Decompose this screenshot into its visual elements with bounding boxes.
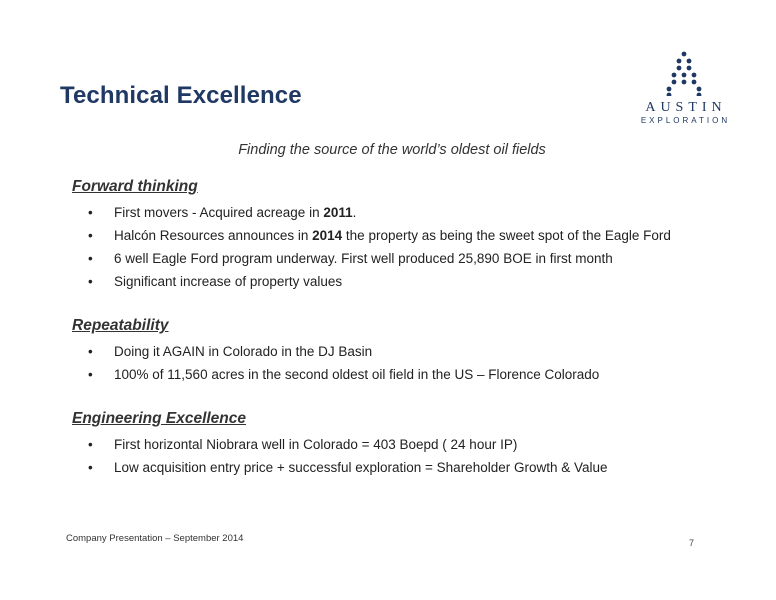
bullet-text: Halcón Resources announces in (114, 228, 313, 243)
bullet-icon: • (88, 367, 93, 382)
list-item (88, 433, 608, 456)
bullet-icon: • (88, 274, 93, 289)
logo-dots-icon (664, 50, 704, 96)
bullet-icon: • (88, 344, 93, 359)
footer-text: Company Presentation – September 2014 (66, 533, 244, 544)
list-item (88, 247, 671, 270)
page-number: 7 (689, 538, 695, 548)
list-item (88, 340, 599, 363)
bullet-list-forward-thinking (88, 201, 671, 293)
bullet-icon: • (88, 460, 93, 475)
section-heading-repeatability: Repeatability (72, 317, 169, 334)
bullet-icon: • (88, 228, 93, 243)
logo-name: AUSTIN (645, 100, 727, 115)
bullet-text: First horizontal Niobrara well in Colorado = 403 Boepd ( 24 hour IP) (114, 437, 518, 452)
company-logo (634, 50, 734, 130)
list-item (88, 270, 671, 293)
list-item (88, 224, 671, 247)
bullet-icon: • (88, 205, 93, 220)
section-heading-engineering-excellence: Engineering Excellence (72, 410, 247, 427)
bullet-text: Low acquisition entry price + successful exploration = Shareholder Growth & Value (114, 460, 608, 475)
bullet-icon: • (88, 251, 93, 266)
list-item (88, 201, 671, 224)
bullet-list-repeatability (88, 340, 599, 386)
slide-subtitle: Finding the source of the world’s oldest oil fields (238, 142, 546, 158)
page-title: Technical Excellence (60, 82, 302, 109)
bullet-list-engineering-excellence (88, 433, 608, 479)
bullet-text: . (352, 205, 357, 220)
bullet-text: First movers - Acquired acreage in (114, 205, 324, 220)
bullet-icon: • (88, 437, 93, 452)
section-heading-forward-thinking: Forward thinking (72, 178, 198, 195)
bullet-text: the property as being the sweet spot of the Eagle Ford (342, 228, 671, 243)
logo-subtitle: EXPLORATION (640, 116, 731, 125)
bullet-bold-text: 2011 (323, 205, 353, 220)
bullet-text: 100% of 11,560 acres in the second oldest oil field in the US – Florence Colorado (114, 367, 600, 382)
list-item (88, 363, 599, 386)
bullet-bold-text: 2014 (312, 228, 343, 243)
list-item (88, 456, 608, 479)
bullet-text: 6 well Eagle Ford program underway. First well produced 25,890 BOE in first month (114, 251, 613, 266)
bullet-text: Doing it AGAIN in Colorado in the DJ Basin (114, 344, 373, 359)
bullet-text: Significant increase of property values (114, 274, 343, 289)
